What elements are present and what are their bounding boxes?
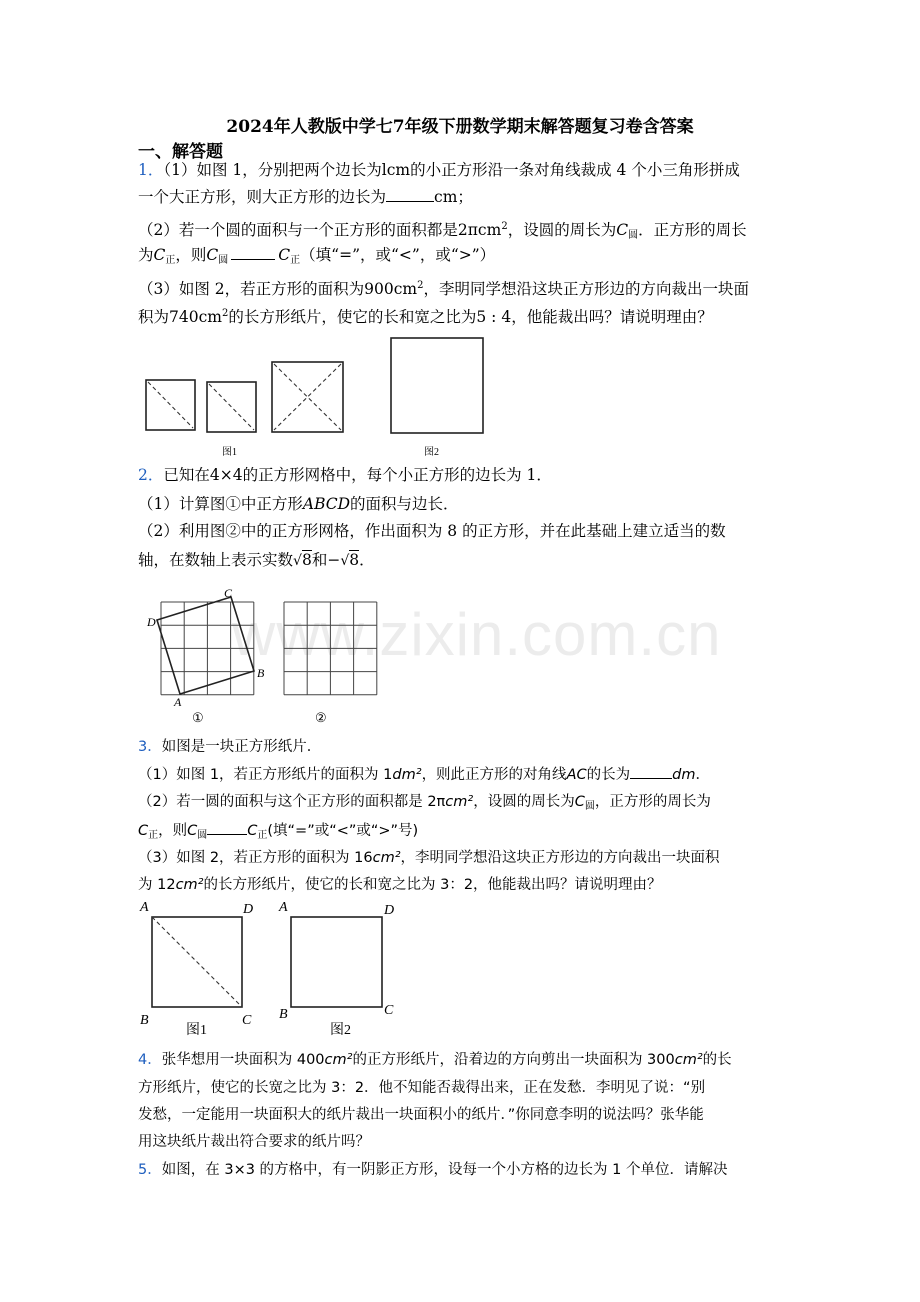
q2-line-1: 2．已知在4×4的正方形网格中，每个小正方形的边长为 1． bbox=[138, 466, 552, 484]
q3-line-4: $C_正$，则$C_圆$ $C_正$(填“=”或“<”或“>”号) bbox=[138, 820, 418, 846]
q3-line-5: （3）如图 2，若正方形的面积为 16cm²，李明同学想沿这块正方形边的方向裁出一块面积 bbox=[138, 850, 720, 866]
fig1-label-a: A bbox=[140, 900, 149, 915]
q1-fig1-label: 图1 bbox=[222, 447, 237, 458]
q2-fig1-label: ① bbox=[192, 710, 204, 725]
q1-line-1: 1．（1）如图 1，分别把两个边长为lcm的小正方形沿一条对角线裁成 4 个小三角形拼成 bbox=[138, 161, 740, 179]
square-fig2 bbox=[391, 338, 483, 433]
grid-2 bbox=[284, 602, 377, 695]
q4-line-1: 4．张华想用一块面积为 400cm²的正方形纸片，沿着边的方向剪出一块面积为 300cm²的长 bbox=[138, 1052, 732, 1068]
q1-fig2-label: 图2 bbox=[424, 447, 439, 458]
q4-number: 4． bbox=[138, 1052, 162, 1068]
page-title: 2024年人教版中学七7年级下册数学期末解答题复习卷含答案 bbox=[226, 117, 694, 137]
label-b: B bbox=[257, 666, 265, 680]
q4-line-2: 方形纸片，使它的长宽之比为 3：2．他不知能否裁得出来，正在发愁．李明见了说：“别 bbox=[138, 1080, 706, 1096]
answer-blank bbox=[630, 764, 672, 779]
q3-square-fig2 bbox=[291, 917, 382, 1007]
q1-figure bbox=[138, 332, 498, 462]
q3-fig1-label: 图1 bbox=[186, 1023, 207, 1038]
grid-1 bbox=[161, 602, 254, 695]
fig2-label-d: D bbox=[384, 903, 395, 918]
q5-number: 5． bbox=[138, 1162, 162, 1178]
answer-blank bbox=[207, 820, 247, 835]
q1-line-3: （2）若一个圆的面积与一个正方形的面积都是2πcm$^2$，设圆的周长为$C_圆$．正方形的周长 bbox=[138, 221, 747, 241]
q3-number: 3． bbox=[138, 739, 162, 755]
q5-line-1: 5．如图，在 3×3 的方格中，有一阴影正方形，设每一个小方格的边长为 1 个单位．请解决 bbox=[138, 1162, 728, 1178]
large-square bbox=[272, 362, 343, 432]
q4-line-3: 发愁，一定能用一块面积大的纸片裁出一块面积小的纸片．”你同意李明的说法吗？张华能 bbox=[138, 1107, 704, 1123]
q1-line-5: （3）如图 2，若正方形的面积为$900cm^2$，李明同学想沿这块正方形边的方向裁出一块面 bbox=[138, 280, 750, 298]
q3-line-1: 3．如图是一块正方形纸片． bbox=[138, 739, 322, 755]
q2-figure bbox=[140, 582, 400, 730]
label-d: D bbox=[147, 615, 156, 629]
q3-line-3: （2）若一圆的面积与这个正方形的面积都是 2πcm²，设圆的周长为$C_圆$，正方形的周长为 bbox=[138, 794, 711, 812]
q3-line-6: 为 12cm²的长方形纸片，使它的长和宽之比为 3：2，他能裁出吗？请说明理由？ bbox=[138, 877, 662, 893]
answer-blank bbox=[386, 187, 434, 202]
q2-line-2: （1）计算图①中正方形ABCD的面积与边长． bbox=[138, 495, 459, 513]
q2-line-3: （2）利用图②中的正方形网格，作出面积为 8 的正方形，并在此基础上建立适当的数 bbox=[138, 522, 726, 540]
label-a: A bbox=[174, 695, 182, 709]
q1-line-6: 积为$740cm^2$的长方形纸片，使它的长和宽之比为5 : 4，他能裁出吗？请说明理由？ bbox=[138, 308, 713, 326]
fig2-label-a: A bbox=[279, 900, 288, 915]
q1-number: 1． bbox=[138, 161, 164, 179]
q3-line-2: （1）如图 1，若正方形纸片的面积为 1dm²，则此正方形的对角线AC的长为 dm． bbox=[138, 764, 710, 785]
diagonal-ac bbox=[152, 917, 242, 1007]
watermark: www.zixin.com.cn bbox=[232, 601, 722, 668]
q3-figure bbox=[136, 896, 416, 1038]
q4-line-4: 用这块纸片裁出符合要求的纸片吗？ bbox=[138, 1134, 370, 1150]
q2-number: 2． bbox=[138, 466, 164, 484]
q1-line-4: 为$C_正$，则$C_圆$ $C_正$（填“=”，或“<”，或“>”） bbox=[138, 246, 496, 266]
label-c: C bbox=[224, 586, 233, 600]
fig2-label-b: B bbox=[279, 1007, 288, 1022]
diagonal-2 bbox=[209, 384, 254, 430]
q3-fig2-label: 图2 bbox=[330, 1023, 351, 1038]
fig1-label-b: B bbox=[140, 1013, 149, 1028]
fig1-label-c: C bbox=[242, 1013, 252, 1028]
section-heading: 一、解答题 bbox=[138, 142, 223, 162]
fig2-label-c: C bbox=[384, 1003, 394, 1018]
diagonal-1 bbox=[148, 382, 193, 428]
square-abcd bbox=[157, 597, 254, 694]
q2-line-4: 轴，在数轴上表示实数√8和−√8． bbox=[138, 551, 375, 569]
answer-blank bbox=[231, 245, 275, 260]
q1-line-2: 一个大正方形，则大正方形的边长为 cm； bbox=[138, 188, 473, 206]
fig1-label-d: D bbox=[243, 902, 254, 917]
q2-fig2-label: ② bbox=[315, 710, 327, 725]
